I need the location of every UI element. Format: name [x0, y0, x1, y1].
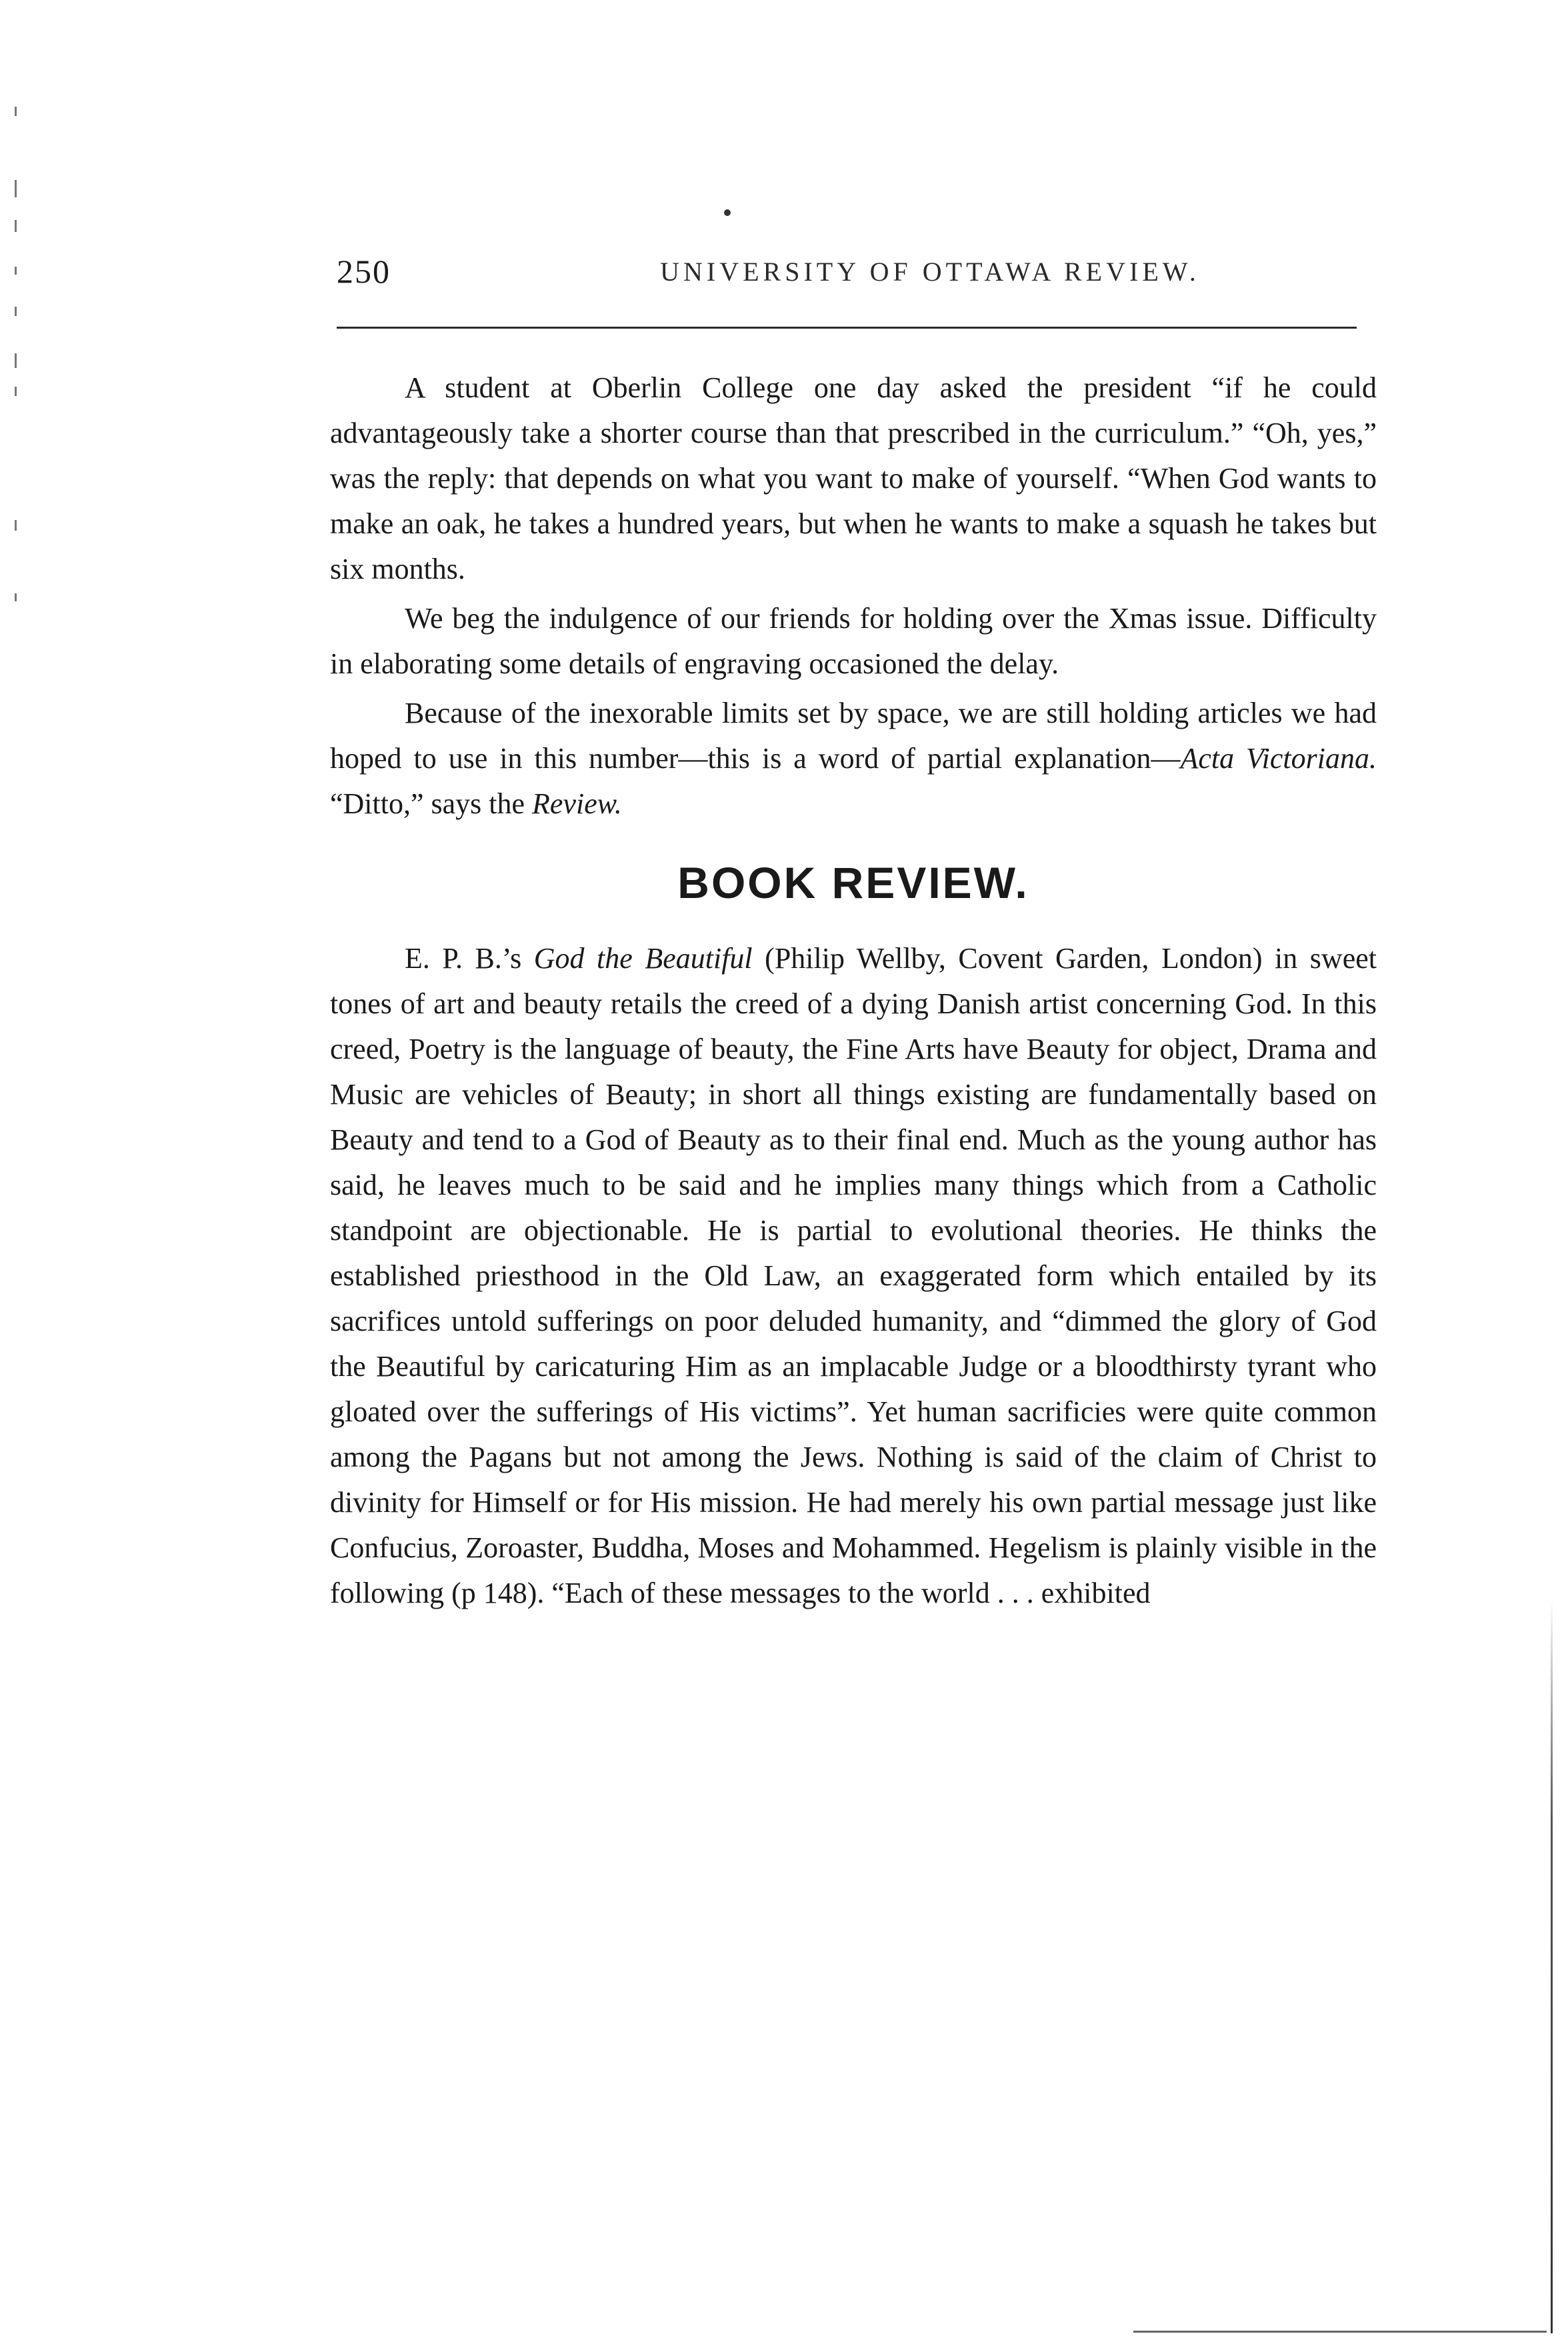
ink-dot	[724, 209, 731, 216]
review-title: Review.	[532, 787, 622, 820]
page-number: 250	[337, 253, 391, 290]
running-header	[330, 252, 1377, 292]
paragraph-space-limits	[330, 691, 1377, 827]
scan-right-edge	[1551, 1600, 1553, 2333]
scan-bottom-edge	[1133, 2331, 1547, 2333]
review-text: (Philip Wellby, Covent Garden, London) in sweet tones of art and beauty retails the creed of a dying Danish artist concerning God. In this creed, Poetry is the language of beauty, the Fine Arts have Beauty for object, Drama and Music are vehicles of Beauty; in short all things existing are fundamentally based on Beauty and tend to a God of Beauty as to their final end. Much as the young author has said, he leaves much to be said and he implies many things which from a Catholic standpoint are objectionable. He is partial to evolutional theories. He thinks the established priesthood in the Old Law, an exaggerated form which entailed by its sacrifices untold sufferings on poor deluded humanity, and “dimmed the glory of God the Beautiful by caricaturing Him as an implacable Judge or a bloodthirsty tyrant who gloated over the sufferings of His victims”. Yet human sacrificies were quite common among the Pagans but not among the Jews. Nothing is said of the claim of Christ to divinity for Himself or for His mission. He had merely his own partial message just like Confucius, Zoroaster, Buddha, Moses and Mohammed. Hegelism is plainly visible in the following (p 148). “Each of these messages to the world . . . exhibited	[330, 942, 1377, 1609]
running-title: UNIVERSITY OF OTTAWA REVIEW.	[660, 257, 1200, 287]
paragraph-xmas-issue: We beg the indulgence of our friends for holding over the Xmas issue. Difficulty in elaborating some details of engraving occasioned the delay.	[330, 602, 1377, 680]
paragraph-space-text: Because of the inexorable limits set by space, we are still holding articles we had hoped to use in this number—this is a word of partial explanation—	[330, 697, 1377, 775]
body-text	[330, 365, 1377, 1616]
paragraph-oberlin: A student at Oberlin College one day asked the president “if he could advantageously take a shorter course than that prescribed in the curriculum.” “Oh, yes,” was the reply: that depends on what you want to make of yourself. “When God wants to make an oak, he takes a hundred years, but when he wants to make a squash he takes but six months.	[330, 371, 1377, 585]
review-lead: E. P. B.’s	[405, 942, 534, 975]
book-title: God the Beautiful	[533, 942, 753, 975]
header-rule	[337, 327, 1357, 329]
paragraph-book-review	[330, 936, 1377, 1616]
section-heading: BOOK REVIEW.	[677, 858, 1029, 907]
acta-victoriana-title: Acta Victoriana.	[1180, 742, 1377, 775]
paragraph-space-middle: “Ditto,” says the	[330, 787, 533, 820]
